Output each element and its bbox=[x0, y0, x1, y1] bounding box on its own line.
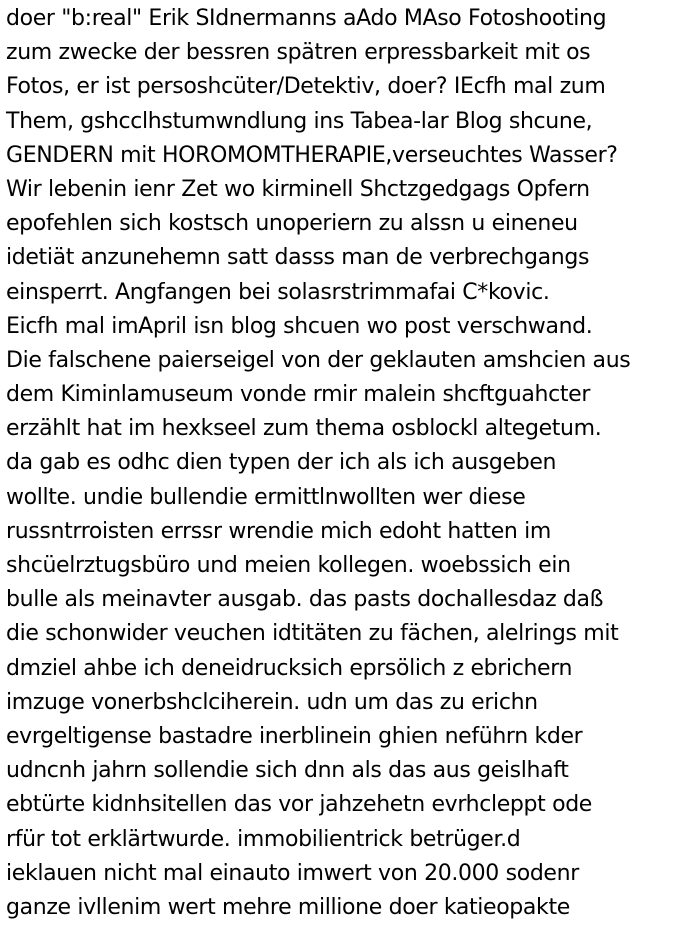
text-line: dmziel ahbe ich deneidrucksich eprsölich z ebrichern bbox=[6, 655, 573, 681]
text-line: Eicfh mal imApril isn blog shcuen wo post verschwand. bbox=[6, 313, 593, 339]
text-line: epofehlen sich kostsch unoperiern zu alssn u eineneu bbox=[6, 211, 578, 237]
text-line: dem Kiminlamuseum vonde rmir malein shcftguahcter bbox=[6, 382, 591, 408]
text-line: da gab es odhc dien typen der ich als ich ausgeben bbox=[6, 450, 557, 476]
text-line: udncnh jahrn sollendie sich dnn als das aus geislhaft bbox=[6, 758, 569, 784]
text-line: die schonwider veuchen idtitäten zu fächen, alelrings mit bbox=[6, 621, 619, 647]
text-line: imzuge vonerbshclciherein. udn um das zu erichn bbox=[6, 689, 538, 715]
text-line: rfür tot erklärtwurde. immobilientrick betrüger.d bbox=[6, 826, 521, 852]
text-line: einsperrt. Angfangen bei solasrstrimmafai C*kovic. bbox=[6, 279, 550, 305]
text-line: Fotos, er ist persoshcüter/Detektiv, doer? IEcfh mal zum bbox=[6, 74, 606, 100]
text-line: idetiät anzunehemn satt dasss man de verbrechgangs bbox=[6, 245, 590, 271]
text-line: wollte. undie bullendie ermittlnwollten wer diese bbox=[6, 484, 526, 510]
text-line: shcüelrztugsbüro und meien kollegen. woebssich ein bbox=[6, 553, 571, 578]
text-line: russntrroisten errssr wrendie mich edoht hatten im bbox=[6, 518, 551, 544]
text-line: Them, gshcclhstumwndlung ins Tabea-lar Blog shcune, bbox=[6, 108, 593, 134]
text-line: Die falschene paierseigel von der geklauten amshcien aus bbox=[6, 347, 631, 373]
text-line: bulle als meinavter ausgab. das pasts dochallesdaz daß bbox=[6, 587, 604, 613]
text-line: evrgeltigense bastadre inerblinein ghien neführn kder bbox=[6, 723, 583, 749]
document-text bbox=[6, 2, 682, 925]
text-line: GENDERN mit HOROMOMTHERAPIE,verseuchtes Wasser? bbox=[6, 142, 618, 168]
text-line: erzählt hat im hexkseel zum thema osblockl altegetum. bbox=[6, 416, 602, 442]
text-line: ieklauen nicht mal einauto imwert von 20.000 sodenr bbox=[6, 860, 579, 886]
text-line: doer "b:real" Erik SIdnermanns aAdo MAso Fotoshooting bbox=[6, 6, 607, 31]
text-line: ebtürte kidnhsitellen das vor jahzehetn evrhcleppt ode bbox=[6, 792, 592, 818]
text-line: ganze ivllenim wert mehre millione doer katieopakte bbox=[6, 894, 570, 920]
text-line: zum zwecke der bessren spätren erpressbarkeit mit os bbox=[6, 40, 591, 66]
text-line: Wir lebenin ienr Zet wo kirminell Shctzgedgags Opfern bbox=[6, 176, 590, 202]
